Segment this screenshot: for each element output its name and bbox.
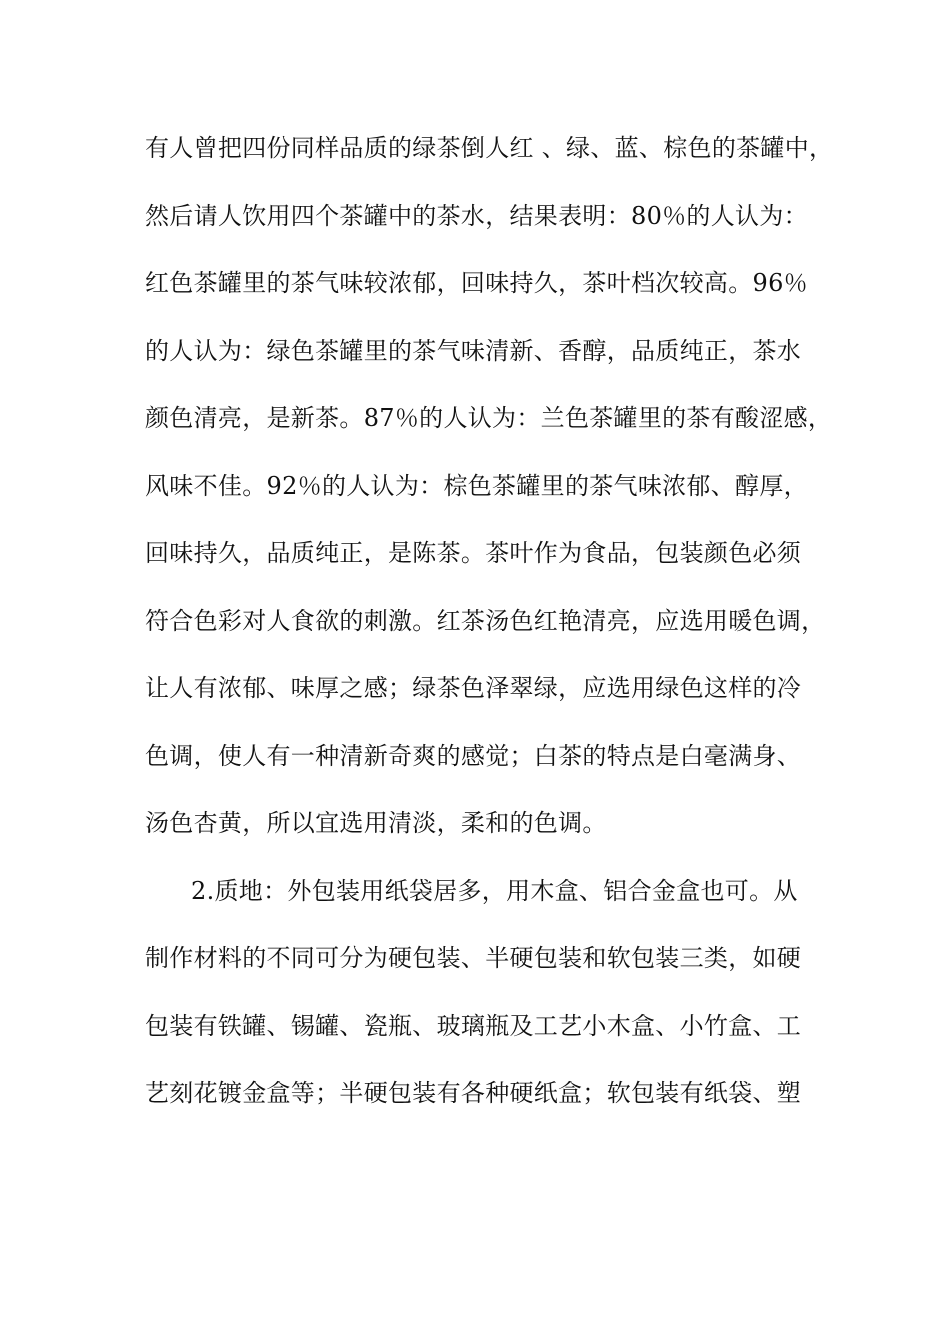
text-line: 风味不佳。92％的人认为：棕色茶罐里的茶气味浓郁、醇厚， <box>145 471 808 500</box>
text-line: 回味持久，品质纯正，是陈茶。茶叶作为食品，包装颜色必须 <box>145 539 802 567</box>
document-body <box>145 130 845 1143</box>
text-line: 然后请人饮用四个茶罐中的茶水，结果表明：80％的人认为： <box>145 201 808 230</box>
text-line: 汤色杏黄，所以宜选用清淡，柔和的色调。 <box>145 809 607 837</box>
text-line: 制作材料的不同可分为硬包装、半硬包装和软包装三类，如硬 <box>145 944 802 972</box>
text-line: 2.质地：外包装用纸袋居多，用木盒、铝合金盒也可。从 <box>191 876 798 905</box>
text-line: 红色茶罐里的茶气味较浓郁，回味持久，茶叶档次较高。96％ <box>145 269 808 297</box>
text-line: 让人有浓郁、味厚之感；绿茶色泽翠绿，应选用绿色这样的冷 <box>145 674 802 702</box>
text-line: 色调，使人有一种清新奇爽的感觉；白茶的特点是白毫满身、 <box>145 741 802 770</box>
text-line: 的人认为：绿色茶罐里的茶气味清新、香醇，品质纯正，茶水 <box>145 336 802 365</box>
text-line: 包装有铁罐、锡罐、瓷瓶、玻璃瓶及工艺小木盒、小竹盒、工 <box>145 1011 802 1040</box>
text-line: 艺刻花镀金盒等；半硬包装有各种硬纸盒；软包装有纸袋、塑 <box>145 1079 802 1107</box>
text-line: 符合色彩对人食欲的刺激。红茶汤色红艳清亮，应选用暖色调， <box>145 606 826 635</box>
text-line: 颜色清亮，是新茶。87％的人认为：兰色茶罐里的茶有酸涩感， <box>145 404 833 432</box>
text-line: 有人曾把四份同样品质的绿茶倒人红 、绿、蓝、棕色的茶罐中， <box>145 134 834 162</box>
